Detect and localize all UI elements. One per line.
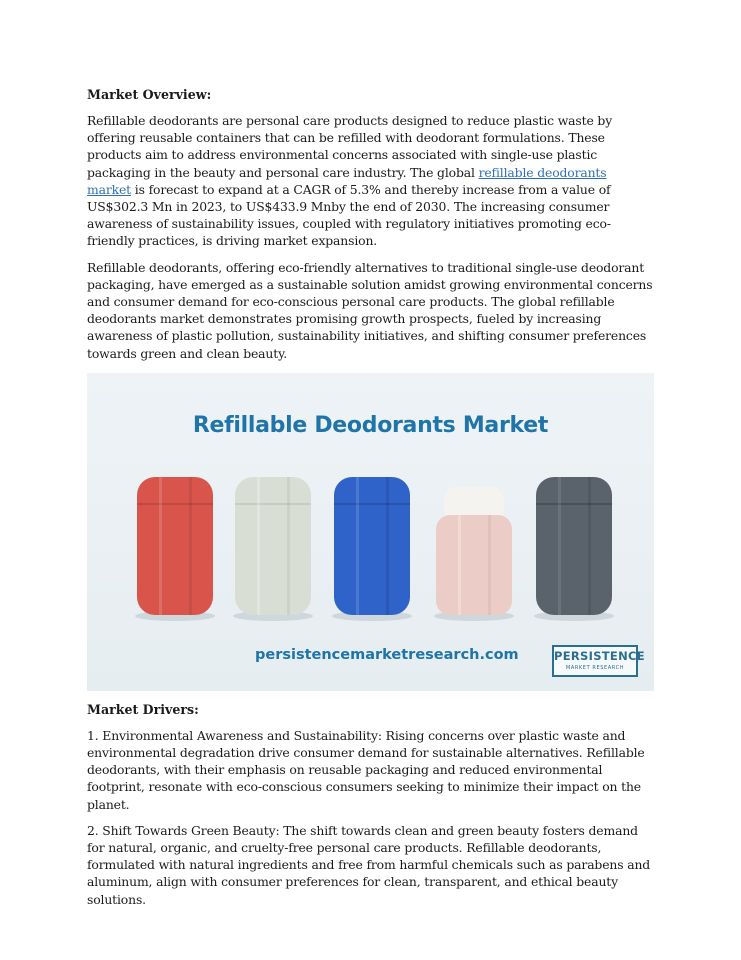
pink-deodorant-open [436, 487, 512, 617]
blue-deodorant-container [334, 477, 410, 617]
driver-2-paragraph: 2. Shift Towards Green Beauty: The shift towards clean and green beauty fosters demand for natural, organic, and cruelty-free personal care products. Refillable deodorants, formulated with natural ingredients and free from harmful chemicals such as parabens and aluminum, align with consumer preferences for clean, transparent, and ethical beauty solutions. [87, 822, 651, 907]
logo-wordmark: PERSISTENCE [554, 648, 645, 663]
document-page [87, 86, 654, 917]
sage-deodorant-container [235, 477, 311, 617]
driver-1-paragraph: 1. Environmental Awareness and Sustainability: Rising concerns over plastic waste and environmental degradation drive consumer demand for sustainable alternatives. Refillable deodorants, with their emphasis on reusable packaging and reduced environmental footprint, resonate with eco-conscious consumers seeking to minimize their impact on the planet. [87, 727, 645, 812]
logo-tagline: MARKET RESEARCH [565, 664, 625, 671]
banner-website-url: persistencemarketresearch.com [255, 646, 519, 663]
overview-p1-text-after: is forecast to expand at a CAGR of 5.3% and thereby increase from a value of US$302.3 Mn in 2023, to US$433.9 Mnby the end of 2030. The increasing consumer awareness of sustainability issues, coupled with regulatory initiatives promoting eco-friendly practices, is driving market expansion. [87, 181, 611, 249]
refillable-deodorants-market-link[interactable]: refillable deodorants market [87, 164, 607, 197]
overview-paragraph-2: Refillable deodorants, offering eco-friendly alternatives to traditional single-use deodorant packaging, have emerged as a sustainable solution amidst growing environmental concerns and consumer demand for eco-conscious personal care products. The global refillable deodorants market demonstrates promising growth prospects, fueled by increasing awareness of plastic pollution, sustainability initiatives, and shifting consumer preferences towards green and clean beauty. [87, 259, 653, 361]
grey-deodorant-container [536, 477, 612, 617]
market-drivers-heading: Market Drivers: [87, 701, 199, 717]
persistence-logo [552, 645, 645, 677]
banner-title: Refillable Deodorants Market [192, 412, 549, 438]
red-deodorant-container [137, 477, 213, 617]
refillable-deodorants-banner-image [87, 373, 654, 691]
overview-paragraph-1 [87, 112, 654, 250]
market-overview-heading: Market Overview: [87, 87, 212, 102]
overview-p1-text-before: Refillable deodorants are personal care products designed to reduce plastic waste by offering reusable containers that can be refilled with deodorant formulations. These products aim to address environmental concerns associated with single-use plastic packaging in the beauty and personal care industry. The global [87, 113, 613, 180]
